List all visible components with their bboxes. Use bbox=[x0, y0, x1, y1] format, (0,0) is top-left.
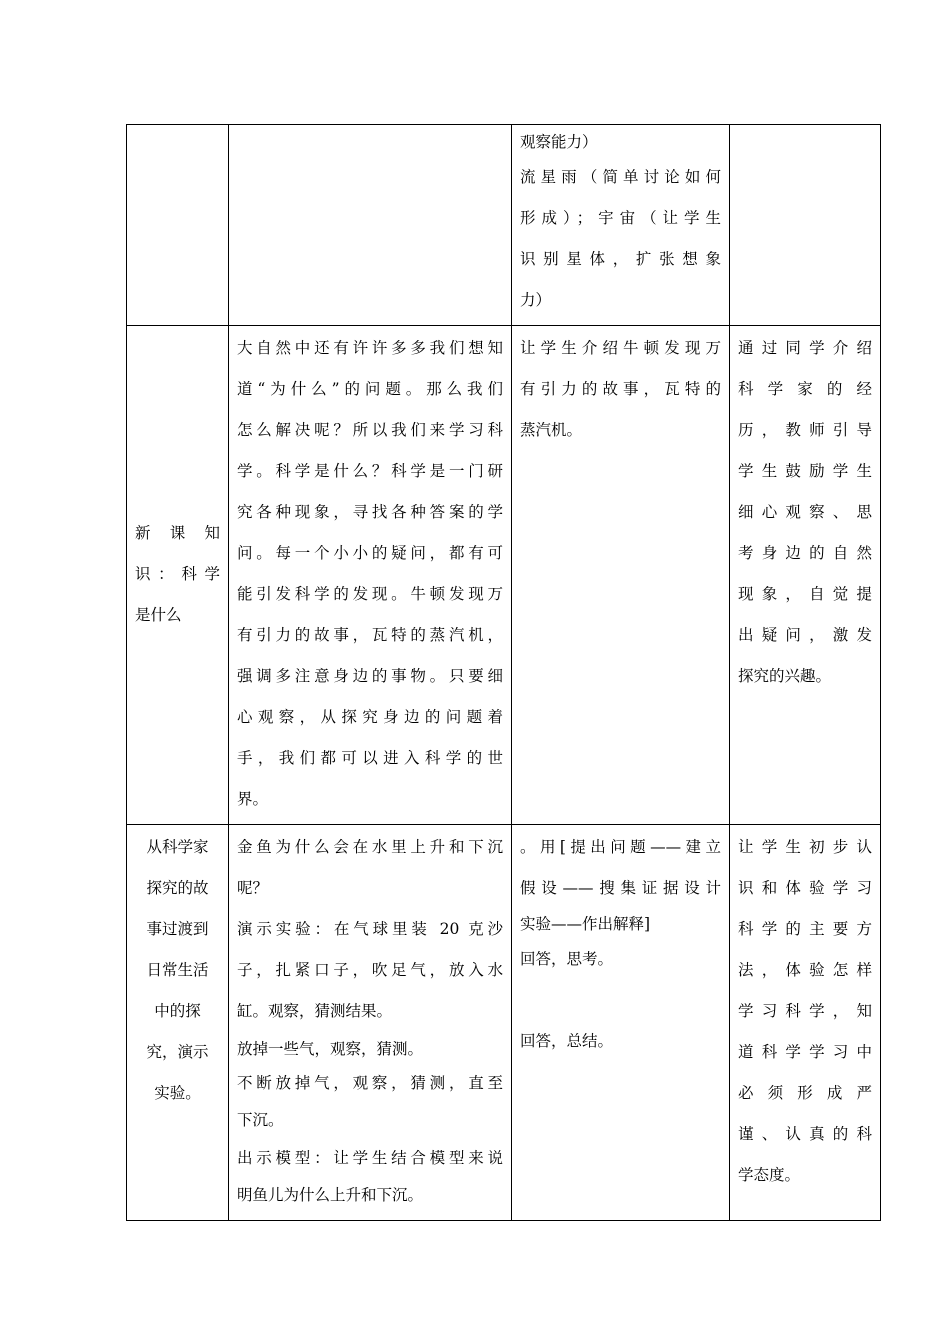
cell-line: 有引力的故事，瓦特的蒸汽机， bbox=[237, 626, 503, 644]
cell-line: 学生鼓励学生 bbox=[738, 462, 872, 480]
row2-purpose-cell bbox=[730, 326, 881, 825]
cell-line: 让学生介绍牛顿发现万 bbox=[520, 339, 721, 357]
cell-line: 探究的兴趣。 bbox=[738, 667, 832, 685]
row1-stage-cell bbox=[127, 125, 229, 326]
cell-line: 假设——搜集证据设计 bbox=[520, 879, 721, 897]
table-row bbox=[127, 326, 881, 825]
cell-line: 能引发科学的发现。牛顿发现万 bbox=[237, 585, 503, 603]
table-row bbox=[127, 125, 881, 326]
cell-line: 观察能力） bbox=[520, 133, 598, 151]
row1-teacher-cell bbox=[229, 125, 512, 326]
cell-line: 识别星体，扩张想象 bbox=[520, 250, 721, 268]
cell-line: 究，演示 bbox=[146, 1043, 209, 1061]
cell-line: 科学的主要方 bbox=[738, 920, 872, 938]
cell-line: 细心观察、思 bbox=[738, 503, 872, 521]
cell-line: 下沉。 bbox=[237, 1111, 284, 1129]
cell-line: 新课知 bbox=[135, 523, 220, 542]
cell-line: 实验。 bbox=[154, 1084, 201, 1102]
cell-line: 蒸汽机。 bbox=[520, 421, 583, 439]
row3-stage-cell bbox=[127, 825, 229, 1221]
cell-line: 现象，自觉提 bbox=[738, 585, 872, 603]
cell-line: 金鱼为什么会在水里上升和下沉 bbox=[237, 838, 503, 856]
row3-teacher-cell bbox=[229, 825, 512, 1221]
cell-line: 识：科学 bbox=[135, 564, 220, 583]
cell-line: 明鱼儿为什么上升和下沉。 bbox=[237, 1186, 424, 1204]
cell-line: 形成）；宇宙（让学生 bbox=[520, 209, 721, 227]
cell-line: 学。科学是什么？科学是一门研 bbox=[237, 462, 503, 480]
cell-line: 让学生初步认 bbox=[738, 838, 872, 856]
cell-line: 必须形成严 bbox=[738, 1084, 872, 1102]
cell-line: 。用[提出问题——建立 bbox=[520, 838, 721, 856]
cell-line: 谨、认真的科 bbox=[738, 1125, 872, 1143]
cell-line: 是什么 bbox=[135, 605, 182, 624]
cell-line: 中的探 bbox=[154, 1002, 201, 1020]
cell-line: 法，体验怎样 bbox=[738, 961, 872, 979]
row1-purpose-cell bbox=[730, 125, 881, 326]
row2-stage-cell bbox=[127, 326, 229, 825]
cell-line: 强调多注意身边的事物。只要细 bbox=[237, 667, 503, 685]
cell-line: 界。 bbox=[237, 790, 269, 808]
row3-student-cell bbox=[512, 825, 730, 1221]
cell-line: 放掉一些气，观察，猜测。 bbox=[237, 1040, 424, 1058]
cell-line: 流星雨（简单讨论如何 bbox=[520, 168, 721, 186]
cell-line: 不断放掉气，观察，猜测，直至 bbox=[237, 1074, 503, 1092]
cell-line: 历，教师引导 bbox=[738, 421, 872, 439]
cell-line: 回答，总结。 bbox=[520, 1032, 614, 1050]
cell-line: 究各种现象，寻找各种答案的学 bbox=[237, 503, 503, 521]
cell-line: 回答，思考。 bbox=[520, 950, 614, 968]
cell-line: 道科学学习中 bbox=[738, 1043, 872, 1061]
cell-line: 考身边的自然 bbox=[738, 544, 872, 562]
cell-line: 力） bbox=[520, 291, 552, 309]
cell-line: 实验——作出解释] bbox=[520, 915, 651, 933]
row1-student-cell bbox=[512, 125, 730, 326]
cell-line: 心观察，从探究身边的问题着 bbox=[237, 708, 503, 726]
cell-line: 日常生活 bbox=[146, 961, 209, 979]
cell-line: 子，扎紧口子，吹足气，放入水 bbox=[237, 961, 503, 979]
row2-teacher-cell bbox=[229, 326, 512, 825]
cell-line: 从科学家 bbox=[146, 838, 209, 856]
cell-line: 演示实验：在气球里装 20 克沙 bbox=[237, 920, 503, 938]
row3-purpose-cell bbox=[730, 825, 881, 1221]
cell-line: 通过同学介绍 bbox=[738, 339, 872, 357]
cell-line: 事过渡到 bbox=[146, 920, 209, 938]
cell-line: 出疑问，激发 bbox=[738, 626, 872, 644]
cell-line: 问。每一个小小的疑问，都有可 bbox=[237, 544, 503, 562]
cell-line: 探究的故 bbox=[146, 879, 209, 897]
cell-line: 道“为什么”的问题。那么我们 bbox=[237, 380, 503, 398]
lesson-plan-table bbox=[126, 124, 881, 1221]
cell-line: 大自然中还有许许多多我们想知 bbox=[237, 339, 503, 357]
cell-line: 识和体验学习 bbox=[738, 879, 872, 897]
cell-line: 出示模型：让学生结合模型来说 bbox=[237, 1149, 503, 1167]
cell-line: 手，我们都可以进入科学的世 bbox=[237, 749, 503, 767]
row2-student-cell bbox=[512, 326, 730, 825]
cell-line: 有引力的故事，瓦特的 bbox=[520, 380, 721, 398]
cell-line: 怎么解决呢？所以我们来学习科 bbox=[237, 421, 503, 439]
cell-line: 学态度。 bbox=[738, 1166, 801, 1184]
cell-line: 呢？ bbox=[237, 879, 269, 897]
cell-line: 科学家的经 bbox=[738, 380, 872, 398]
cell-line: 缸。观察，猜测结果。 bbox=[237, 1002, 393, 1020]
cell-line: 学习科学，知 bbox=[738, 1002, 872, 1020]
spacer bbox=[520, 980, 721, 1021]
table-row bbox=[127, 825, 881, 1221]
